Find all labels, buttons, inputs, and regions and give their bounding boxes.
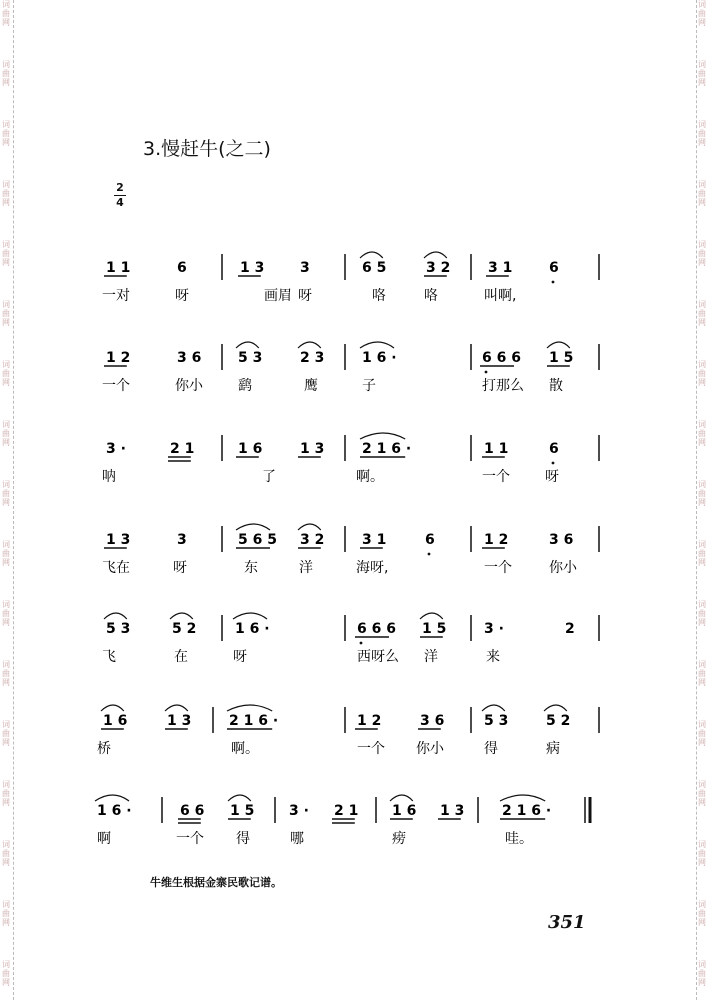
watermark-text: 词 曲 网 <box>698 360 706 387</box>
slur <box>547 342 570 348</box>
lyric-syllable: 一个 <box>482 469 510 485</box>
note-group: 2 3 <box>300 350 325 366</box>
watermark-text: 词 曲 网 <box>2 300 10 327</box>
note-group: 1 3 <box>440 803 465 819</box>
note-group: 1 2 <box>484 532 509 548</box>
lyric-syllable: 飞 <box>102 649 116 665</box>
lyric-syllable: 呀 <box>545 469 559 485</box>
lyric-syllable: 西呀么 <box>357 649 399 665</box>
lyric-syllable: 啊。 <box>231 741 259 757</box>
watermark-text: 词 曲 网 <box>2 540 10 567</box>
slur <box>390 795 413 801</box>
note-group: 1 6 <box>392 803 417 819</box>
watermark-text: 词 曲 网 <box>698 600 706 627</box>
lyric-syllable: 咯 <box>424 288 438 304</box>
note-group: 1 3 <box>300 441 325 457</box>
lyric-syllable: 痨 <box>392 831 406 847</box>
watermark-text: 词 曲 网 <box>698 480 706 507</box>
lyric-syllable: 呐 <box>102 469 116 485</box>
lyric-syllable: 你小 <box>416 741 444 757</box>
note-group: 2 1 <box>170 441 195 457</box>
note-group: 1 6 · <box>362 350 397 366</box>
slur <box>228 795 251 801</box>
watermark-text: 词 曲 网 <box>698 660 706 687</box>
watermark-text: 词 曲 网 <box>2 900 10 927</box>
lyric-syllable: 一个 <box>484 560 512 576</box>
watermark-text: 词 曲 网 <box>2 240 10 267</box>
slur <box>101 705 124 711</box>
time-signature-top: 2 <box>116 181 124 194</box>
low-octave-dot <box>360 642 363 645</box>
lyric-syllable: 来 <box>486 649 500 665</box>
lyric-syllable: 洋 <box>424 649 438 665</box>
note-group: 6 <box>549 441 559 457</box>
watermark-text: 词 曲 网 <box>698 420 706 447</box>
note-group: 3 6 <box>177 350 202 366</box>
note-group: 3 1 <box>362 532 387 548</box>
slur <box>104 613 127 619</box>
watermark-text: 词 曲 网 <box>2 720 10 747</box>
note-group: 1 2 <box>357 713 382 729</box>
time-signature-bottom: 4 <box>116 196 124 209</box>
watermark-text: 词 曲 网 <box>698 900 706 927</box>
watermark-text: 词 曲 网 <box>2 600 10 627</box>
lyric-syllable: 洋 <box>299 560 313 576</box>
lyric-syllable: 画眉 <box>264 288 292 304</box>
note-group: 1 1 <box>484 441 509 457</box>
watermark-text: 词 曲 网 <box>698 780 706 807</box>
slur <box>95 795 129 801</box>
slur <box>360 342 394 348</box>
watermark-text: 词 曲 网 <box>698 180 706 207</box>
note-group: 1 6 <box>103 713 128 729</box>
lyric-syllable: 一个 <box>102 378 130 394</box>
lyric-syllable: 呀 <box>175 288 189 304</box>
lyric-syllable: 你小 <box>549 560 577 576</box>
lyric-syllable: 呀 <box>233 649 247 665</box>
lyric-syllable: 一对 <box>102 288 130 304</box>
watermark-text: 词 曲 网 <box>698 720 706 747</box>
note-group: 1 2 <box>106 350 131 366</box>
note-group: 3 · <box>106 441 126 457</box>
low-octave-dot <box>428 553 431 556</box>
note-group: 5 6 5 <box>238 532 277 548</box>
low-octave-dot <box>552 462 555 465</box>
watermark-text: 词 曲 网 <box>2 360 10 387</box>
note-group: 3 1 <box>488 260 513 276</box>
song-title: 3.慢赶牛(之二) <box>143 138 271 160</box>
lyric-syllable: 了 <box>262 469 276 485</box>
transcription-credit: 牛维生根据金寨民歌记谱。 <box>150 876 282 889</box>
note-group: 3 · <box>484 621 504 637</box>
lyric-syllable: 哪 <box>290 831 304 847</box>
note-group: 1 6 · <box>235 621 270 637</box>
lyric-syllable: 啊 <box>97 831 111 847</box>
note-group: 2 1 6 · <box>502 803 552 819</box>
slur <box>482 705 505 711</box>
slur <box>360 252 383 258</box>
watermark-text: 词 曲 网 <box>698 840 706 867</box>
slur <box>236 524 270 530</box>
lyric-syllable: 呀 <box>173 560 187 576</box>
watermark-text: 词 曲 网 <box>698 0 706 27</box>
note-group: 6 <box>425 532 435 548</box>
watermark-text: 词 曲 网 <box>698 540 706 567</box>
slur <box>360 433 405 439</box>
low-octave-dot <box>552 281 555 284</box>
watermark-text: 词 曲 网 <box>2 120 10 147</box>
slur <box>544 705 567 711</box>
watermark-text: 词 曲 网 <box>698 300 706 327</box>
slur <box>298 524 321 530</box>
watermark-text: 词 曲 网 <box>2 420 10 447</box>
note-group: 5 3 <box>106 621 131 637</box>
note-group: 2 <box>565 621 575 637</box>
slur <box>236 342 259 348</box>
note-group: 3 2 <box>300 532 325 548</box>
note-group: 3 <box>177 532 187 548</box>
lyric-syllable: 哇。 <box>505 831 533 847</box>
lyric-syllable: 得 <box>236 831 250 847</box>
lyric-syllable: 打那么 <box>482 378 524 394</box>
lyric-syllable: 桥 <box>97 741 111 757</box>
slur <box>500 795 545 801</box>
note-group: 1 1 <box>106 260 131 276</box>
watermark-text: 词 曲 网 <box>698 60 706 87</box>
note-group: 2 1 <box>334 803 359 819</box>
note-group: 6 6 6 <box>357 621 396 637</box>
slur <box>424 252 447 258</box>
watermark-text: 词 曲 网 <box>698 240 706 267</box>
note-group: 3 6 <box>549 532 574 548</box>
watermark-text: 词 曲 网 <box>2 660 10 687</box>
lyric-syllable: 子 <box>362 378 376 394</box>
note-group: 1 6 <box>238 441 263 457</box>
slur <box>165 705 188 711</box>
note-group: 2 1 6 · <box>362 441 412 457</box>
note-group: 2 1 6 · <box>229 713 279 729</box>
lyric-syllable: 你小 <box>175 378 203 394</box>
lyric-syllable: 鹞 <box>238 378 252 394</box>
watermark-text: 词 曲 网 <box>2 840 10 867</box>
note-group: 6 <box>549 260 559 276</box>
slur <box>420 613 443 619</box>
lyric-syllable: 叫啊, <box>484 288 517 304</box>
lyric-syllable: 飞在 <box>102 560 130 576</box>
note-group: 6 <box>177 260 187 276</box>
slur <box>227 705 272 711</box>
note-group: 1 6 · <box>97 803 132 819</box>
note-group: 5 2 <box>546 713 571 729</box>
note-group: 3 · <box>289 803 309 819</box>
lyric-syllable: 呀 <box>298 288 312 304</box>
note-group: 5 3 <box>484 713 509 729</box>
note-group: 6 6 <box>180 803 205 819</box>
watermark-text: 词 曲 网 <box>2 780 10 807</box>
page-number: 351 <box>548 912 586 933</box>
lyric-syllable: 海呀, <box>356 560 389 576</box>
slur <box>298 342 321 348</box>
note-group: 1 3 <box>106 532 131 548</box>
lyric-syllable: 啊。 <box>356 469 384 485</box>
lyric-syllable: 病 <box>546 741 560 757</box>
watermark-text: 词 曲 网 <box>2 60 10 87</box>
note-group: 1 3 <box>240 260 265 276</box>
lyric-syllable: 散 <box>549 378 563 394</box>
note-group: 1 5 <box>422 621 447 637</box>
note-group: 5 2 <box>172 621 197 637</box>
watermark-text: 词 曲 网 <box>2 960 10 987</box>
note-group: 3 2 <box>426 260 451 276</box>
lyric-syllable: 一个 <box>176 831 204 847</box>
slur <box>170 613 193 619</box>
watermark-text: 词 曲 网 <box>2 480 10 507</box>
watermark-text: 词 曲 网 <box>698 120 706 147</box>
lyric-syllable: 一个 <box>357 741 385 757</box>
note-group: 3 6 <box>420 713 445 729</box>
slur <box>233 613 267 619</box>
note-group: 6 6 6 <box>482 350 521 366</box>
note-group: 1 5 <box>549 350 574 366</box>
watermark-text: 词 曲 网 <box>2 0 10 27</box>
lyric-syllable: 鹰 <box>304 378 318 394</box>
note-group: 1 5 <box>230 803 255 819</box>
lyric-syllable: 咯 <box>372 288 386 304</box>
low-octave-dot <box>485 371 488 374</box>
watermark-text: 词 曲 网 <box>698 960 706 987</box>
note-group: 5 3 <box>238 350 263 366</box>
lyric-syllable: 得 <box>484 741 498 757</box>
note-group: 1 3 <box>167 713 192 729</box>
watermark-text: 词 曲 网 <box>2 180 10 207</box>
lyric-syllable: 东 <box>244 560 258 576</box>
note-group: 6 5 <box>362 260 387 276</box>
lyric-syllable: 在 <box>174 649 188 665</box>
note-group: 3 <box>300 260 310 276</box>
